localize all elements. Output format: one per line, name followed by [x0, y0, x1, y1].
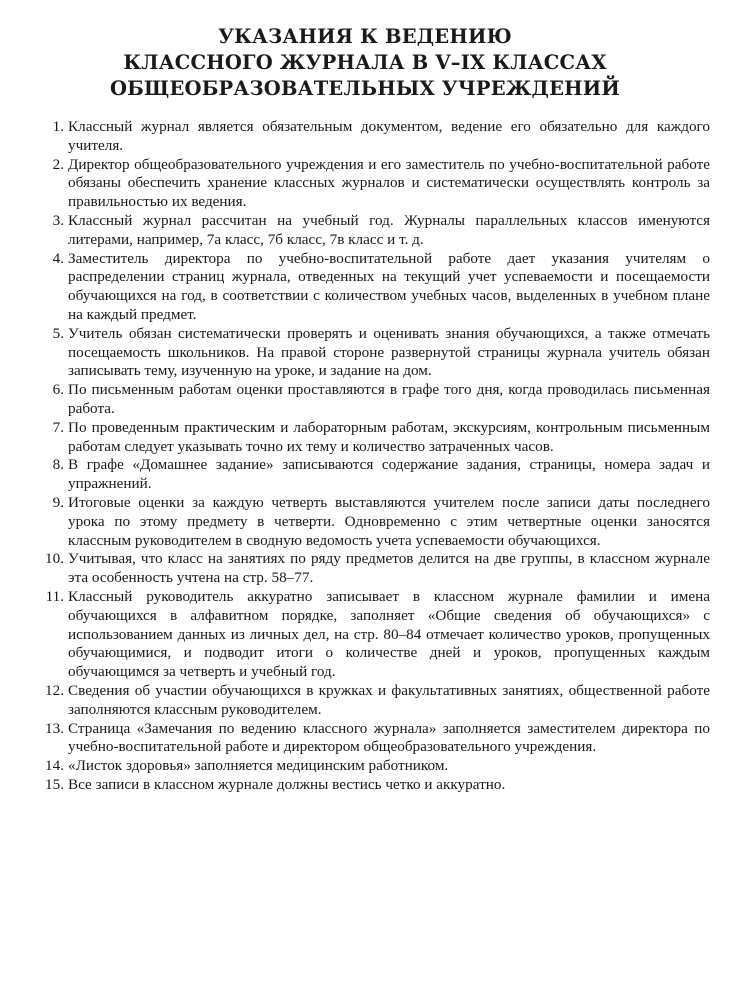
item-number: 10. — [45, 550, 64, 568]
list-item-2 — [28, 156, 710, 212]
item-number: 8. — [52, 456, 64, 474]
item-number: 2. — [52, 155, 64, 173]
list-item-5 — [28, 325, 710, 381]
item-text: Классный журнал рассчитан на учебный год. Журналы параллельных классов именуются литерами, например, 7а класс, 7б класс, 7в класс и т. д. — [68, 211, 710, 248]
list-item-13 — [28, 720, 710, 758]
item-text: Директор общеобразовательного учреждения и его заместитель по учебно-воспитательной работе обязаны обеспечить хранение классных журналов и систематически осуществлять контроль за правильностью их ведения. — [68, 155, 710, 211]
item-number: 13. — [45, 719, 64, 737]
item-text: В графе «Домашнее задание» записываются содержание задания, страницы, номера задач и упражнений. — [68, 456, 710, 493]
item-number: 12. — [45, 681, 64, 699]
item-number: 4. — [52, 249, 64, 267]
item-number: 7. — [52, 418, 64, 436]
item-text: Учитель обязан систематически проверять и оценивать знания обучающихся, а также отмечать посещаемость школьников. На правой стороне развернутой страницы журнала учитель обязан записывать тему, изученную на уроке, и задание на дом. — [68, 324, 710, 380]
item-text: По проведенным практическим и лабораторным работам, экскурсиям, контрольным письменным работам следует указывать точно их тему и количество затраченных часов. — [68, 418, 710, 455]
item-number: 1. — [52, 118, 64, 135]
list-item-4 — [28, 250, 710, 325]
item-number: 3. — [52, 211, 64, 229]
list-item-11 — [28, 588, 710, 682]
item-text: По письменным работам оценки проставляются в графе того дня, когда проводилась письменная работа. — [68, 381, 710, 417]
item-text: Учитывая, что класс на занятиях по ряду предметов делится на две группы, в классном журнале эта особенность учтена на стр. 58–77. — [68, 550, 710, 587]
item-text: Сведения об участии обучающихся в кружках и факультативных занятиях, общественной работе заполняются классным руководителем. — [68, 681, 710, 718]
list-item-9 — [28, 494, 710, 550]
item-number: 15. — [45, 775, 64, 793]
item-text: Заместитель директора по учебно-воспитательной работе дает указания учителям о распределении страниц журнала, отведенных на текущий учет успеваемости и посещаемости обучающихся на год, в соответствии с количеством учебных часов, выделенных в учебном плане на каждый предмет. — [68, 249, 710, 323]
title-line-3: ОБЩЕОБРАЗОВАТЕЛЬНЫХ УЧРЕЖДЕНИЙ — [109, 77, 621, 100]
title-line-1: УКАЗАНИЯ К ВЕДЕНИЮ — [218, 25, 512, 48]
list-item-8 — [28, 456, 710, 494]
instructions-list — [28, 118, 710, 795]
list-item-14 — [28, 757, 710, 776]
list-item-12 — [28, 682, 710, 720]
item-text: Классный руководитель аккуратно записывает в классном журнале фамилии и имена обучающихся в алфавитном порядке, заполняет «Общие сведения об обучающихся» с использованием данных из личных дел, на стр. 80–84 отмечает количество уроков, пропущенных обучающимися, и подводит итоги о количестве дней и уроков, пропущенных каждым обучающимся за четверть и учебный год. — [68, 587, 710, 681]
item-text: «Листок здоровья» заполняется медицинским работником. — [68, 757, 449, 775]
item-text: Итоговые оценки за каждую четверть выставляются учителем после записи даты последнего урока по этому предмету в четверти. Одновременно с этим четвертные оценки заносятся классным руководителем в сводную ведомость учета успеваемости обучающихся. — [68, 493, 710, 549]
page-title — [30, 24, 700, 102]
item-number: 11. — [45, 587, 64, 605]
list-item-10 — [28, 550, 710, 588]
item-text: Все записи в классном журнале должны вестись четко и аккуратно. — [68, 775, 506, 793]
list-item-1 — [28, 118, 710, 156]
list-item-7 — [28, 419, 710, 457]
list-item-3 — [28, 212, 710, 250]
item-number: 5. — [52, 324, 64, 342]
list-item-15 — [28, 776, 710, 795]
list-item-6 — [28, 381, 710, 419]
item-text: Классный журнал является обязательным документом, ведение его обязательно для каждого учителя. — [68, 118, 710, 154]
item-text: Страница «Замечания по ведению классного журнала» заполняется заместителем директора по учебно-воспитательной работе и директором общеобразовательного учреждения. — [68, 719, 710, 756]
item-number: 6. — [52, 381, 64, 399]
item-number: 9. — [52, 493, 64, 511]
item-number: 14. — [45, 757, 64, 775]
title-line-2: КЛАССНОГО ЖУРНАЛА В V–IX КЛАССАХ — [123, 51, 607, 74]
